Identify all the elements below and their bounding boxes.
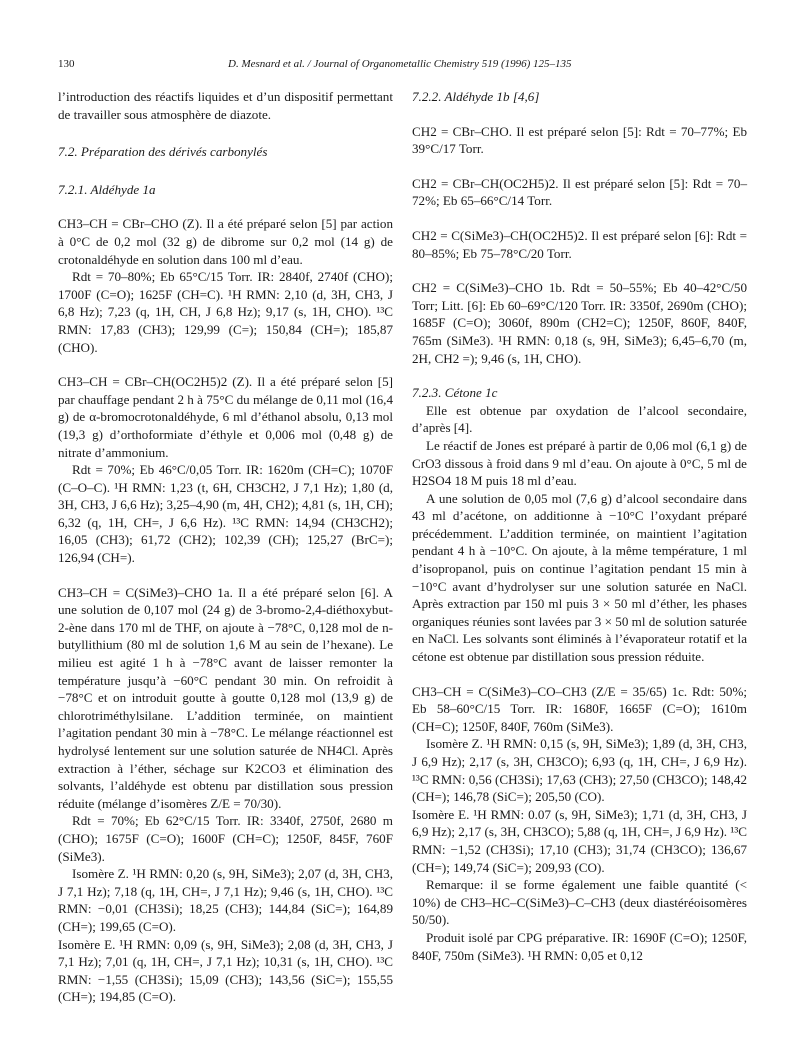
running-title: D. Mesnard et al. / Journal of Organometallic Chemistry 519 (1996) 125–135	[228, 58, 572, 70]
remark: Remarque: il se forme également une faible quantité (< 10%) de CH3–HC–C(SiMe3)–C–CH3 (deux diastéréoisomères 50/50).	[412, 877, 747, 928]
page-number: 130	[58, 58, 75, 70]
paragraph: CH3–CH = CBr–CH(OC2H5)2 (Z). Il a été préparé selon [5] par chauffage pendant 2 h à 75°C du mélange de 0,11 mol (16,4 g) de α-bromocrotonaldéhyde, 6 ml d’éthanol absolu, 0,13 mol (19,3 g) d’orthoformiate d’éthyle et 0,006 mol (0,48 g) de nitrate d’ammonium.	[58, 374, 393, 460]
paragraph: A une solution de 0,05 mol (7,6 g) d’alcool secondaire dans 43 ml d’acétone, on additionne à −10°C l’oxydant préparé précédemment. L’addition terminée, on maintient l’agitation pendant 4 h à −10°C. On ajoute, à la même température, 1 ml d’isopropanol, puis on continue l’agitation pendant 15 min à −10°C avant d’hydrolyser sur une solution saturée en NaCl. Après extraction par 150 ml puis 3 × 50 ml d’éther, les phases organiques réunies sont lavées par 3 × 50 ml de solution saturée en NaCl. Les solvants sont éliminés à l’évaporateur rotatif et la cétone est obtenue par distillation sous pression réduite.	[412, 490, 747, 665]
paragraph: Elle est obtenue par oxydation de l’alcool secondaire, d’après [4].	[412, 402, 747, 436]
subsection-heading: 7.2.3. Cétone 1c	[412, 385, 498, 401]
paragraph: Produit isolé par CPG préparative. IR: 1690F (C=O); 1250F, 840F, 750m (SiMe3). ¹H RMN: 0,05 et 0,12	[412, 929, 747, 963]
page-header	[58, 58, 738, 74]
subsection-heading: 7.2.1. Aldéhyde 1a	[58, 181, 156, 197]
paragraph: CH3–CH = C(SiMe3)–CHO 1a. Il a été préparé selon [6]. A une solution de 0,107 mol (24 g) de 3-bromo-2,4-diéthoxybut-2-ène dans 170 ml de THF, on ajoute à −78°C, 0,128 mol de n-butyllithium (80 ml de solution 1,6 M au sein de l’hexane). Le milieu est agité 1 h à −78°C avant de laisser remonter la température jusqu’à −60°C pendant 30 min. On refroidit à −78°C et on introduit goutte à goutte 0,128 mol (13,9 g) de chlorotriméthylsilane. L’addition terminée, on maintient l’agitation pendant 30 min à −78°C. Le mélange réactionnel est hydrolysé lentement sur une solution saturée de NH4Cl. Après extraction à l’éther, séchage sur K2CO3 et élimination des solvants, l’aldéhyde est obtenu par distillation sous pression réduite (mélange d’isomères Z/E = 70/30).	[58, 584, 393, 811]
subsection-heading: 7.2.2. Aldéhyde 1b [4,6]	[412, 89, 540, 104]
paragraph: CH2 = C(SiMe3)–CH(OC2H5)2. Il est préparé selon [6]: Rdt = 80–85%; Eb 75–78°C/20 Torr.	[412, 227, 747, 261]
paragraph: Rdt = 70%; Eb 46°C/0,05 Torr. IR: 1620m (CH=C); 1070F (C–O–C). ¹H RMN: 1,23 (t, 6H, CH3CH2, J 7,1 Hz); 1,80 (d, 3H, CH3, J 6,6 Hz); 3,25–4,90 (m, 4H, CH2); 4,81 (s, 1H, CH); 6,32 (q, 1H, CH=, J 6,6 Hz). ¹³C RMN: 14,94 (CH3CH2); 16,05 (CH3); 61,72 (CH2); 102,39 (CH); 125,27 (BrC=); 126,94 (CH=).	[58, 462, 393, 566]
paragraph: CH2 = CBr–CH(OC2H5)2. Il est préparé selon [5]: Rdt = 70–72%; Eb 65–66°C/14 Torr.	[412, 175, 747, 209]
paragraph: CH3–CH = CBr–CHO (Z). Il a été préparé selon [5] par action à 0°C de 0,2 mol (32 g) de dibrome sur 0,2 mol (14 g) de crotonaldéhyde en solution dans 100 ml d’eau.	[58, 216, 393, 267]
left-column	[58, 88, 393, 1006]
paragraph: Isomère E. ¹H RMN: 0,09 (s, 9H, SiMe3); 2,08 (d, 3H, CH3, J 7,1 Hz); 7,01 (q, 1H, CH=, J 7,1 Hz); 10,31 (s, 1H, CHO). ¹³C RMN: −1,55 (CH3Si); 15,09 (CH3); 143,56 (SiC=); 155,55 (CH=); 194,85 (C=O).	[58, 936, 393, 1005]
paragraph: l’introduction des réactifs liquides et d’un dispositif permettant de travailler sous atmosphère de diazote.	[58, 89, 393, 122]
paragraph: Rdt = 70–80%; Eb 65°C/15 Torr. IR: 2840f, 2740f (CHO); 1700F (C=O); 1625F (CH=C). ¹H RMN: 2,10 (d, 3H, CH3, J 6,8 Hz); 7,23 (q, 1H, CH, J 6,8 Hz); 9,17 (s, 1H, CHO). ¹³C RMN: 17,83 (CH3); 129,99 (C=); 150,84 (CH=); 185,87 (CHO).	[58, 269, 393, 355]
right-column	[412, 88, 747, 964]
paragraph: CH2 = C(SiMe3)–CHO 1b. Rdt = 50–55%; Eb 40–42°C/50 Torr; Litt. [6]: Eb 60–69°C/120 Torr. IR: 3350f, 2690m (CHO); 1685F (C=O); 3060f, 890m (CH2=C); 1250F, 860F, 840F, 765m (SiMe3). ¹H RMN: 0,18 (s, 9H, SiMe3); 6,45–6,70 (m, 2H, CH2 =); 9,46 (s, 1H, CHO).	[412, 280, 747, 366]
paragraph: Isomère Z. ¹H RMN: 0,15 (s, 9H, SiMe3); 1,89 (d, 3H, CH3, J 6,9 Hz); 2,17 (s, 3H, CH3CO); 6,93 (q, 1H, CH=, J 6,9 Hz). ¹³C RMN: 0,56 (CH3Si); 17,63 (CH3); 27,50 (CH3CO); 148,42 (CH=); 146,78 (SiC=); 205,50 (CO).	[412, 736, 747, 805]
paragraph: Isomère E. ¹H RMN: 0.07 (s, 9H, SiMe3); 1,71 (d, 3H, CH3, J 6,9 Hz); 2,17 (s, 3H, CH3CO); 5,88 (q, 1H, CH=, J 6,9 Hz). ¹³C RMN: −1,52 (CH3Si); 17,10 (CH3); 31,74 (CH3CO); 136,67 (CH=); 149,74 (SiC=); 209,93 (CO).	[412, 806, 747, 875]
section-heading: 7.2. Préparation des dérivés carbonylés	[58, 144, 268, 160]
paragraph: Le réactif de Jones est préparé à partir de 0,06 mol (6,1 g) de CrO3 dissous à froid dans 9 ml d’eau. On ajoute à 0°C, 5 ml de H2SO4 18 M puis 18 ml d’eau.	[412, 437, 747, 489]
paragraph: CH2 = CBr–CHO. Il est préparé selon [5]: Rdt = 70–77%; Eb 39°C/17 Torr.	[412, 123, 747, 157]
paragraph: CH3–CH = C(SiMe3)–CO–CH3 (Z/E = 35/65) 1c. Rdt: 50%; Eb 58–60°C/15 Torr. IR: 1680F, 1665F (C=O); 1610m (CH=C); 1250F, 840F, 760m (SiMe3).	[412, 683, 747, 734]
paragraph: Isomère Z. ¹H RMN: 0,20 (s, 9H, SiMe3); 2,07 (d, 3H, CH3, J 7,1 Hz); 7,18 (q, 1H, CH=, J 7,1 Hz); 9,46 (s, 1H, CHO). ¹³C RMN: −0,01 (CH3Si); 18,25 (CH3); 144,84 (SiC=); 164,89 (CH=); 199,65 (C=O).	[58, 866, 393, 934]
paragraph: Rdt = 70%; Eb 62°C/15 Torr. IR: 3340f, 2750f, 2680 m (CHO); 1675F (C=O); 1600F (CH=C); 1250F, 845F, 760F (SiMe3).	[58, 813, 393, 864]
